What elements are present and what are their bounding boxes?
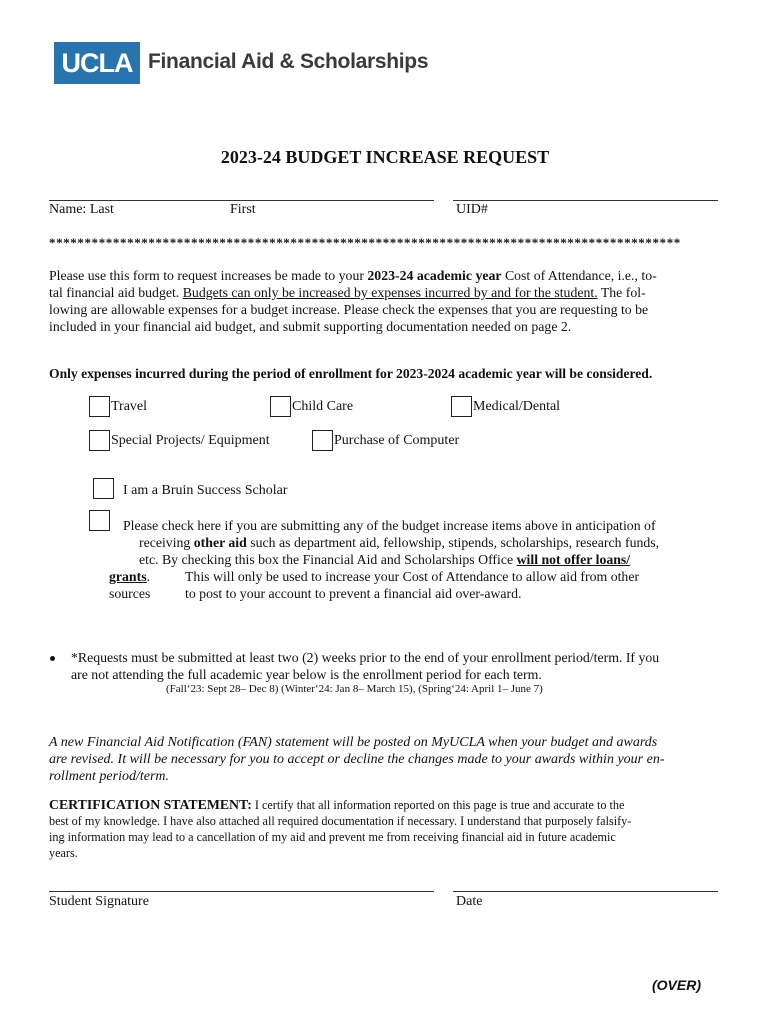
special-projects-checkbox[interactable]: [89, 430, 110, 451]
name-first-label: First: [230, 202, 256, 217]
medical-dental-checkbox[interactable]: [451, 396, 472, 417]
travel-label: Travel: [111, 399, 148, 414]
term-dates: (Fall‘23: Sept 28– Dec 8) (Winter‘24: Jan 8– March 15), (Spring‘24: April 1– June 7): [166, 683, 543, 695]
date-label: Date: [456, 894, 483, 909]
date-line: [453, 891, 718, 892]
other-aid-line-3: etc. By checking this box the Financial Aid and Scholarships Office will not offer loans/: [139, 552, 631, 567]
bruin-scholar-checkbox[interactable]: [93, 478, 114, 499]
other-aid-line-1: Please check here if you are submitting any of the budget increase items above in anticipation of: [123, 518, 656, 533]
medical-dental-label: Medical/Dental: [473, 399, 561, 414]
intro-paragraph: Please use this form to request increases be made to your 2023-24 academic year Cost of Attendance, i.e., to- tal financial aid budget. Budgets can only be increased by expenses incurred by and for the student. The fol- lowing are allowable expenses for a budget increase. Please check the expenses that you are requesting to be included in your financial aid budget, and submit supporting documentation needed on page 2.: [49, 268, 657, 334]
signature-line: [49, 891, 434, 892]
enrollment-notice: Only expenses incurred during the period of enrollment for 2023-2024 academic year will be considered.: [49, 366, 653, 381]
separator: *****************************************************************************************: [49, 235, 681, 250]
over-label: (OVER): [652, 977, 701, 993]
other-aid-line-5-start: sources: [109, 586, 151, 601]
name-last-label: Name: Last: [49, 202, 114, 217]
computer-label: Purchase of Computer: [334, 433, 460, 448]
other-aid-line-4-start: grants.: [109, 569, 151, 584]
travel-checkbox[interactable]: [89, 396, 110, 417]
student-signature-label: Student Signature: [49, 894, 149, 909]
other-aid-line-5: to post to your account to prevent a financial aid over-award.: [185, 586, 522, 601]
other-aid-line-4: This will only be used to increase your Cost of Attendance to allow aid from other: [185, 569, 640, 584]
other-aid-checkbox[interactable]: [89, 510, 110, 531]
certification-statement: CERTIFICATION STATEMENT: I certify that all information reported on this page is true and accurate to the best of my knowledge. I have also attached all required documentation if necessary. I understand that purposely falsify- ing information may lead to a cancellation of my aid and prevent me from receiving financial aid in future academic years.: [49, 797, 632, 860]
uid-underline: [453, 200, 718, 201]
ucla-logo: UCLA: [54, 42, 140, 84]
child-care-label: Child Care: [292, 399, 354, 414]
page-title: 2023-24 BUDGET INCREASE REQUEST: [220, 147, 550, 167]
deadline-notice: *Requests must be submitted at least two (2) weeks prior to the end of your enrollment period/term. If you are not attending the full academic year below is the enrollment period for each term.: [71, 650, 660, 682]
other-aid-line-2: receiving other aid such as department aid, fellowship, stipends, scholarships, research funds,: [139, 535, 660, 550]
bruin-scholar-label: I am a Bruin Success Scholar: [123, 483, 288, 498]
org-name: Financial Aid & Scholarships: [148, 50, 429, 73]
fan-notice: A new Financial Aid Notification (FAN) statement will be posted on MyUCLA when your budget and awards are revised. It will be necessary for you to accept or decline the changes made to your awards within your en- rollment period/term.: [49, 735, 665, 784]
child-care-checkbox[interactable]: [270, 396, 291, 417]
special-projects-label: Special Projects/ Equipment: [111, 433, 270, 448]
bullet-dot: [50, 656, 55, 661]
uid-label: UID#: [456, 202, 488, 217]
computer-checkbox[interactable]: [312, 430, 333, 451]
name-underline: [49, 200, 434, 201]
